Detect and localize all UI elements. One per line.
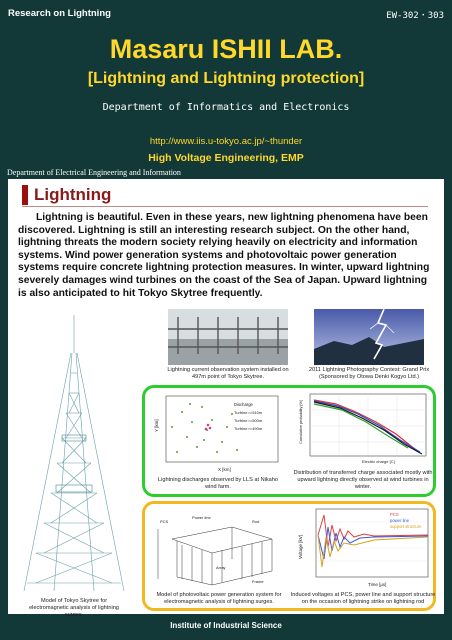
lightning-photo (314, 309, 424, 365)
pv-label-rod: Rod (252, 519, 260, 524)
voltage-plot (294, 507, 432, 589)
pv-label-frame: Frame (252, 579, 264, 584)
pv-model-caption: Model of photovoltaic power generation system for electromagnetic analysis of lightning surges. (156, 592, 282, 605)
scatter-legend-t2: Turbine r=500m (234, 418, 263, 423)
scatter-xlabel: X [km] (218, 467, 231, 472)
scatter-legend-t1: Turbine r=510m (234, 410, 263, 415)
scatter-ylabel: Y [km] (154, 419, 159, 432)
skytree-model-caption: Model of Tokyo Skytree for electromagnetic analysis of lightning surges. (29, 598, 119, 618)
lab-subtitle: [Lightning and Lightning protection] (87, 70, 365, 87)
poster-code: EW-302・303 (386, 11, 444, 21)
pv-label-pcs: PCS (160, 519, 169, 524)
voltage-xlabel: Time [μs] (368, 582, 387, 587)
department2-name: Department of Electrical Engineering and Information (7, 168, 181, 177)
distribution-plot (296, 392, 430, 464)
research-tag: Research on Lightning (8, 8, 111, 19)
discharges-caption: Lightning discharges observed by LLS at Nikaho wind farm. (157, 477, 279, 490)
observation-caption: Lightning current observation system installed on 497m point of Tokyo Skytree. (167, 367, 289, 380)
voltage-legend-support: support structure (390, 524, 422, 529)
section-body: Lightning is beautiful. Even in these years, new lightning phenomena have been discovered. Lightning is still an interesting research subject. On the other hand, lightning threats the modern society relying heavily on electricity and information systems. Wind power generation systems and photovoltaic power generation systems require concrete lightning protection measures. In winter, upward lightning severely damages wind turbines on the coast of the Sea of Japan. Upward lightning is also anticipated to hit Tokyo Skytree frequently. (18, 212, 430, 299)
department-name: Department of Informatics and Electronics (102, 102, 350, 113)
section-title: Lightning (34, 185, 112, 204)
lab-url-link[interactable]: http://www.iis.u-tokyo.ac.jp/~thunder (149, 136, 303, 147)
scatter-legend-discharge: Discharge (234, 402, 253, 407)
discharge-scatter-plot (152, 392, 284, 472)
observation-photo (168, 309, 288, 365)
section-divider (22, 206, 428, 207)
voltage-legend-power-line: power line (390, 518, 410, 523)
section-marker (22, 185, 28, 205)
voltages-caption: Induced voltages at PCS, power line and support structure on the occasion of lightning strike on lightning rod (290, 592, 436, 605)
photo-contest-caption: 2011 Lightning Photography Contest: Grand Prix (Sponsored by Otowa Denki Kogyo Ltd.) (308, 367, 430, 380)
voltage-ylabel: Voltage [kV] (298, 534, 303, 559)
group-name: High Voltage Engineering, EMP (148, 152, 304, 164)
distribution-ylabel: Cumulative probability [%] (299, 400, 303, 444)
pv-label-array: Array (216, 565, 226, 570)
skytree-model-image (14, 313, 134, 595)
top-bar (0, 0, 452, 26)
lab-title: Masaru ISHII LAB. (109, 34, 343, 64)
pv-label-power-line: Power line (192, 515, 211, 520)
distribution-xlabel: Electric charge [C] (362, 459, 395, 464)
content-panel (8, 179, 444, 618)
voltage-legend-pcs: PCS (390, 512, 399, 517)
distribution-caption: Distribution of transferred charge associated mostly with upward lightning directly observed at wind turbines in winter. (293, 470, 433, 490)
footer-institute: Institute of Industrial Science (170, 621, 282, 630)
scatter-legend-t3: Turbine r=490m (234, 426, 263, 431)
pv-system-model (152, 509, 284, 589)
